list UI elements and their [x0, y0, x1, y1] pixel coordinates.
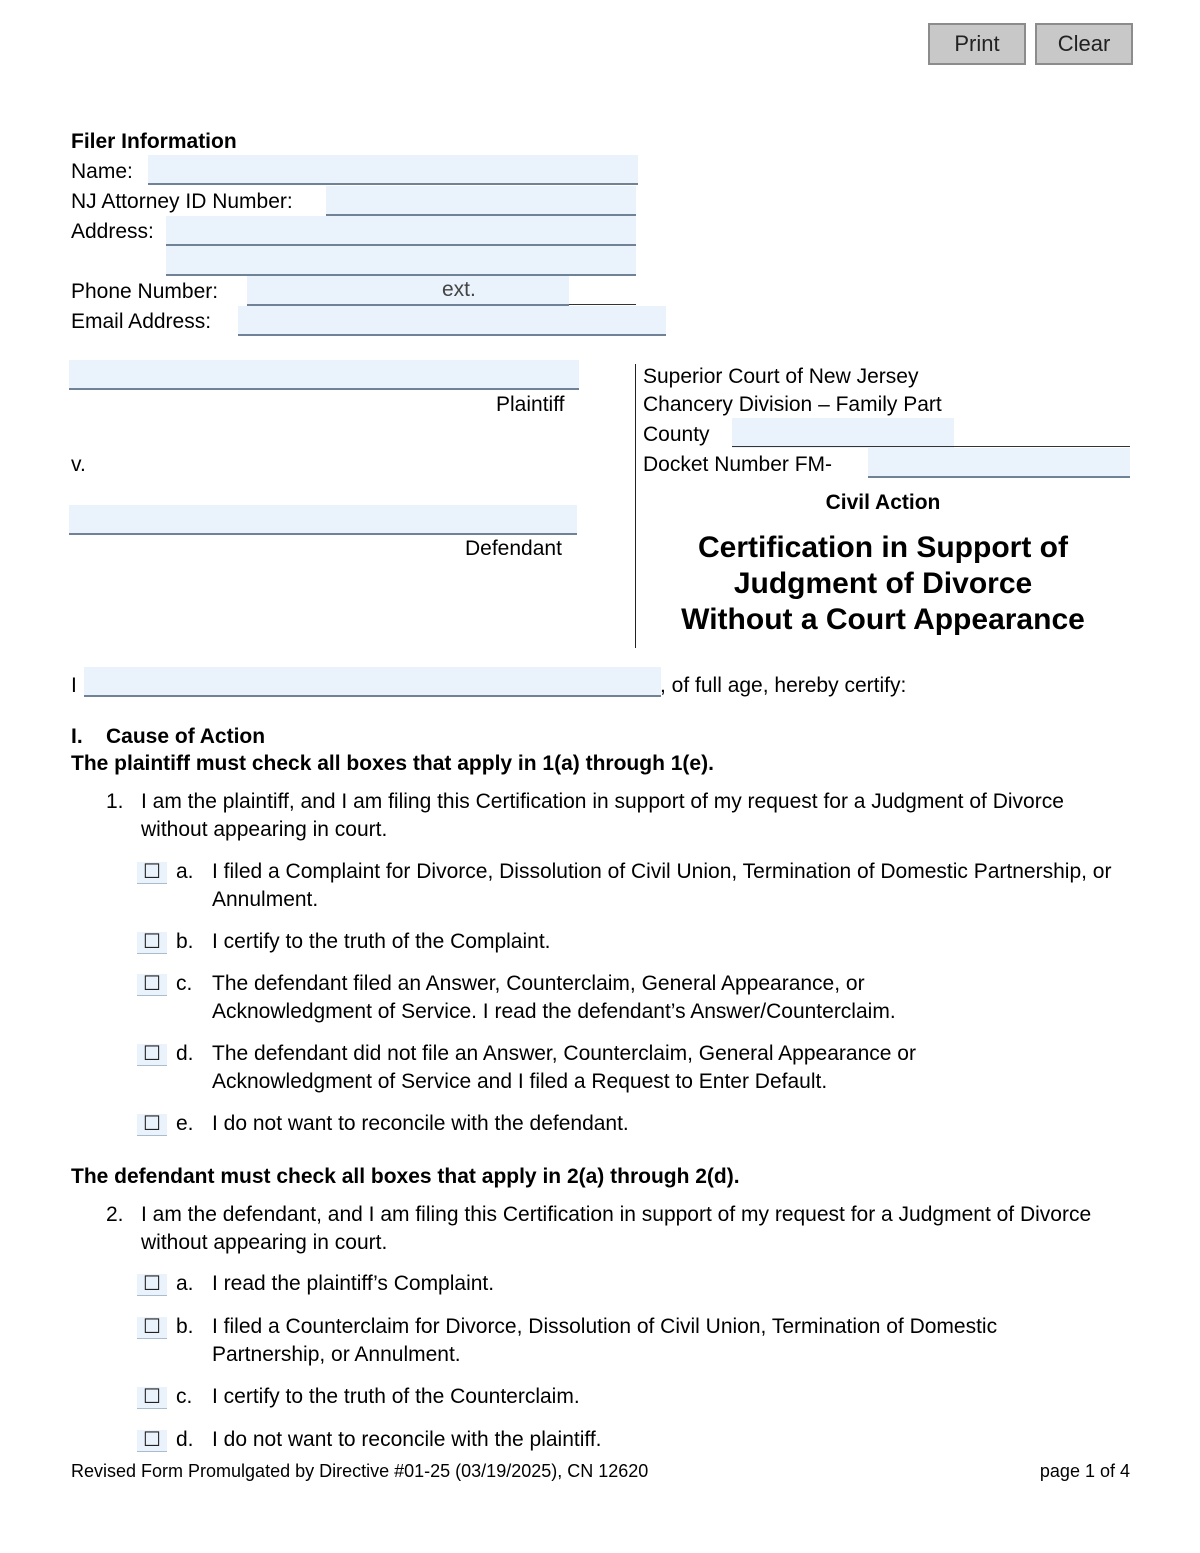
item1-number: 1. [106, 790, 124, 813]
certify-prefix: I [71, 674, 77, 697]
checkbox-1b[interactable]: ☐ [137, 932, 167, 954]
form-title-line2: Judgment of Divorce [733, 567, 1033, 600]
docket-label: Docket Number FM- [643, 453, 833, 476]
certify-suffix: , of full age, hereby certify: [660, 674, 907, 697]
item2a-text: I read the plaintiff’s Complaint. [212, 1272, 495, 1295]
item2b-text: I filed a Counterclaim for Divorce, Dissolution of Civil Union, Termination of Domestic Partnership, or Annulment. [212, 1315, 998, 1366]
item1-text: I am the plaintiff, and I am filing this Certification in support of my request for a Judgment of Divorce without appearing in court. [141, 790, 1064, 841]
checkbox-2c[interactable]: ☐ [137, 1387, 167, 1409]
address-line2-field[interactable] [166, 246, 636, 276]
item1d-text: The defendant did not file an Answer, Counterclaim, General Appearance or Acknowledgment of Service and I filed a Request to Enter Default. [212, 1042, 916, 1093]
footer-page-number: page 1 of 4 [1039, 1461, 1130, 1481]
checkbox-2a[interactable]: ☐ [137, 1274, 167, 1296]
certifier-name-field[interactable] [84, 667, 661, 697]
address-line1-field[interactable] [166, 216, 636, 246]
item1b-letter: b. [176, 930, 194, 953]
item2c-text: I certify to the truth of the Counterclaim. [212, 1385, 580, 1408]
form-title-line1: Certification in Support of [698, 531, 1068, 564]
item1c-letter: c. [176, 972, 193, 995]
docket-number-field[interactable] [868, 448, 1130, 478]
county-field[interactable] [732, 418, 954, 448]
form-title-line3: Without a Court Appearance [681, 603, 1085, 636]
address-label: Address: [71, 220, 154, 243]
item1e-text: I do not want to reconcile with the defendant. [212, 1112, 629, 1135]
attorney-id-label: NJ Attorney ID Number: [71, 190, 293, 213]
item2b-letter: b. [176, 1315, 194, 1338]
email-label: Email Address: [71, 310, 212, 333]
defendant-label: Defendant [465, 537, 562, 560]
footer-revision: Revised Form Promulgated by Directive #01-25 (03/19/2025), CN 12620 [71, 1461, 649, 1481]
item1e-letter: e. [176, 1112, 194, 1135]
ext-label: ext. [442, 278, 476, 301]
ext-line [569, 304, 636, 305]
clear-button[interactable]: Clear [1035, 23, 1133, 65]
print-button[interactable]: Print [928, 23, 1026, 65]
division-name: Chancery Division – Family Part [643, 393, 942, 416]
court-name: Superior Court of New Jersey [643, 365, 919, 388]
item2c-letter: c. [176, 1385, 193, 1408]
item2-number: 2. [106, 1203, 124, 1226]
item1b-text: I certify to the truth of the Complaint. [212, 930, 551, 953]
item1d-letter: d. [176, 1042, 194, 1065]
county-label: County [643, 423, 710, 446]
item1c-text: The defendant filed an Answer, Counterclaim, General Appearance, or Acknowledgment of Service. I read the defendant’s Answer/Counterclaim. [212, 972, 896, 1023]
plaintiff-label: Plaintiff [496, 393, 565, 416]
plaintiff-instruction: The plaintiff must check all boxes that apply in 1(a) through 1(e). [71, 752, 714, 775]
email-field[interactable] [238, 306, 666, 336]
phone-label: Phone Number: [71, 280, 219, 303]
county-line [732, 446, 1130, 447]
checkbox-2d[interactable]: ☐ [137, 1430, 167, 1452]
phone-field[interactable] [247, 276, 569, 306]
filer-heading: Filer Information [71, 130, 237, 153]
attorney-id-field[interactable] [326, 186, 636, 216]
name-label: Name: [71, 160, 133, 183]
item1a-letter: a. [176, 860, 194, 883]
civil-action-label: Civil Action [825, 491, 941, 514]
checkbox-1d[interactable]: ☐ [137, 1044, 167, 1066]
plaintiff-name-field[interactable] [69, 360, 579, 390]
section-heading: Cause of Action [106, 725, 266, 748]
name-field[interactable] [148, 155, 638, 185]
versus-label: v. [71, 453, 86, 476]
section-number: I. [71, 725, 83, 748]
item2d-letter: d. [176, 1428, 194, 1451]
item2d-text: I do not want to reconcile with the plaintiff. [212, 1428, 602, 1451]
defendant-name-field[interactable] [69, 505, 577, 535]
checkbox-1a[interactable]: ☐ [137, 862, 167, 884]
checkbox-1e[interactable]: ☐ [137, 1114, 167, 1136]
item2a-letter: a. [176, 1272, 194, 1295]
checkbox-1c[interactable]: ☐ [137, 974, 167, 996]
defendant-instruction: The defendant must check all boxes that apply in 2(a) through 2(d). [71, 1165, 740, 1188]
checkbox-2b[interactable]: ☐ [137, 1317, 167, 1339]
item2-text: I am the defendant, and I am filing this Certification in support of my request for a Judgment of Divorce without appearing in court. [141, 1203, 1092, 1254]
item1a-text: I filed a Complaint for Divorce, Dissolution of Civil Union, Termination of Domestic Partnership, or Annulment. [212, 860, 1112, 911]
